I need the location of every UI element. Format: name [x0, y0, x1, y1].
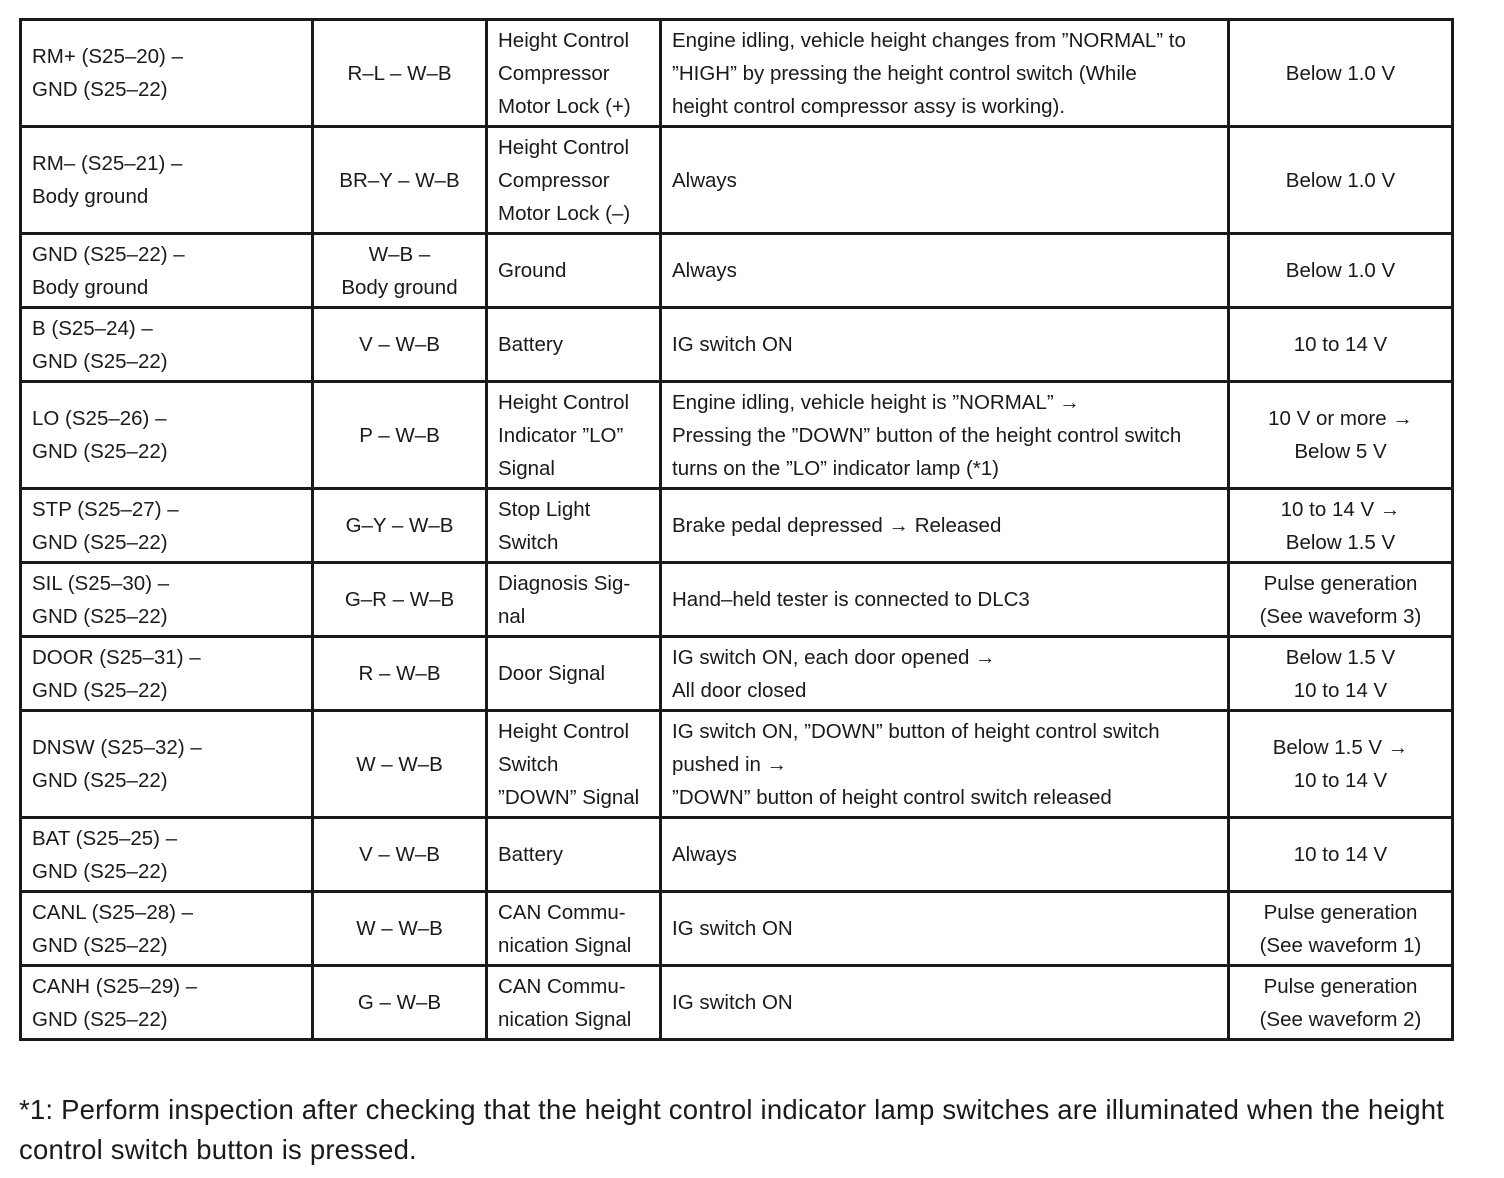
terminal-cell: GND (S25–22) – Body ground	[21, 234, 313, 308]
table-row	[21, 966, 1453, 1040]
terminal-cell: RM+ (S25–20) – GND (S25–22)	[21, 20, 313, 127]
terminal-description-cell: Height Control Switch ”DOWN” Signal	[487, 711, 661, 818]
wiring-color-cell: P – W–B	[313, 382, 487, 489]
wiring-color-cell: V – W–B	[313, 818, 487, 892]
footnote: *1: Perform inspection after checking that the height control indicator lamp switches are illuminated when the height control switch button is pressed.	[19, 1094, 1445, 1165]
terminal-cell: BAT (S25–25) – GND (S25–22)	[21, 818, 313, 892]
specified-condition-cell: Below 1.0 V	[1229, 127, 1453, 234]
terminal-description-cell: Height Control Compressor Motor Lock (–)	[487, 127, 661, 234]
wiring-color-cell: W – W–B	[313, 711, 487, 818]
terminal-description-cell: Stop Light Switch	[487, 489, 661, 563]
condition-cell: Engine idling, vehicle height changes from ”NORMAL” to ”HIGH” by pressing the height control switch (While height control compressor assy is working).	[661, 20, 1229, 127]
condition-cell: IG switch ON	[661, 892, 1229, 966]
table-row	[21, 127, 1453, 234]
specified-condition-cell: 10 to 14 V	[1229, 308, 1453, 382]
table-row	[21, 711, 1453, 818]
condition-cell: Always	[661, 234, 1229, 308]
condition-cell: Always	[661, 127, 1229, 234]
terminal-description-cell: CAN Commu- nication Signal	[487, 892, 661, 966]
terminal-cell: RM– (S25–21) – Body ground	[21, 127, 313, 234]
condition-cell: IG switch ON, ”DOWN” button of height control switch pushed in → ”DOWN” button of height control switch released	[661, 711, 1229, 818]
wiring-color-cell: G–R – W–B	[313, 563, 487, 637]
terminal-cell: LO (S25–26) – GND (S25–22)	[21, 382, 313, 489]
terminal-cell: B (S25–24) – GND (S25–22)	[21, 308, 313, 382]
condition-cell: IG switch ON, each door opened → All door closed	[661, 637, 1229, 711]
specified-condition-cell: Pulse generation (See waveform 1)	[1229, 892, 1453, 966]
wiring-color-cell: G–Y – W–B	[313, 489, 487, 563]
terminal-description-cell: Ground	[487, 234, 661, 308]
table-row	[21, 382, 1453, 489]
terminal-description-cell: Battery	[487, 818, 661, 892]
condition-cell: Always	[661, 818, 1229, 892]
condition-cell: IG switch ON	[661, 966, 1229, 1040]
table-row	[21, 818, 1453, 892]
specified-condition-cell: Below 1.0 V	[1229, 234, 1453, 308]
terminal-cell: DNSW (S25–32) – GND (S25–22)	[21, 711, 313, 818]
wiring-color-cell: W–B – Body ground	[313, 234, 487, 308]
wiring-color-cell: V – W–B	[313, 308, 487, 382]
table-row	[21, 234, 1453, 308]
wiring-color-cell: R–L – W–B	[313, 20, 487, 127]
terminal-description-cell: Height Control Indicator ”LO” Signal	[487, 382, 661, 489]
terminal-cell: CANL (S25–28) – GND (S25–22)	[21, 892, 313, 966]
wiring-color-cell: W – W–B	[313, 892, 487, 966]
specified-condition-cell: 10 to 14 V → Below 1.5 V	[1229, 489, 1453, 563]
specified-condition-cell: 10 V or more → Below 5 V	[1229, 382, 1453, 489]
condition-cell: Brake pedal depressed → Released	[661, 489, 1229, 563]
table-row	[21, 563, 1453, 637]
condition-cell: Hand–held tester is connected to DLC3	[661, 563, 1229, 637]
table-row	[21, 637, 1453, 711]
condition-cell: IG switch ON	[661, 308, 1229, 382]
wiring-color-cell: BR–Y – W–B	[313, 127, 487, 234]
specified-condition-cell: Below 1.5 V 10 to 14 V	[1229, 637, 1453, 711]
terminal-cell: SIL (S25–30) – GND (S25–22)	[21, 563, 313, 637]
table-row	[21, 20, 1453, 127]
table-row	[21, 308, 1453, 382]
terminal-cell: DOOR (S25–31) – GND (S25–22)	[21, 637, 313, 711]
terminal-description-cell: Door Signal	[487, 637, 661, 711]
terminal-inspection-table	[19, 18, 1454, 1041]
condition-cell: Engine idling, vehicle height is ”NORMAL” → Pressing the ”DOWN” button of the height control switch turns on the ”LO” indicator lamp (*1)	[661, 382, 1229, 489]
terminal-description-cell: Height Control Compressor Motor Lock (+)	[487, 20, 661, 127]
specified-condition-cell: Pulse generation (See waveform 3)	[1229, 563, 1453, 637]
terminal-description-cell: CAN Commu- nication Signal	[487, 966, 661, 1040]
specified-condition-cell: 10 to 14 V	[1229, 818, 1453, 892]
terminal-description-cell: Battery	[487, 308, 661, 382]
terminal-cell: CANH (S25–29) – GND (S25–22)	[21, 966, 313, 1040]
wiring-color-cell: G – W–B	[313, 966, 487, 1040]
terminal-description-cell: Diagnosis Sig- nal	[487, 563, 661, 637]
table-row	[21, 489, 1453, 563]
table-row	[21, 892, 1453, 966]
terminal-cell: STP (S25–27) – GND (S25–22)	[21, 489, 313, 563]
specified-condition-cell: Below 1.0 V	[1229, 20, 1453, 127]
specified-condition-cell: Below 1.5 V → 10 to 14 V	[1229, 711, 1453, 818]
specified-condition-cell: Pulse generation (See waveform 2)	[1229, 966, 1453, 1040]
wiring-color-cell: R – W–B	[313, 637, 487, 711]
